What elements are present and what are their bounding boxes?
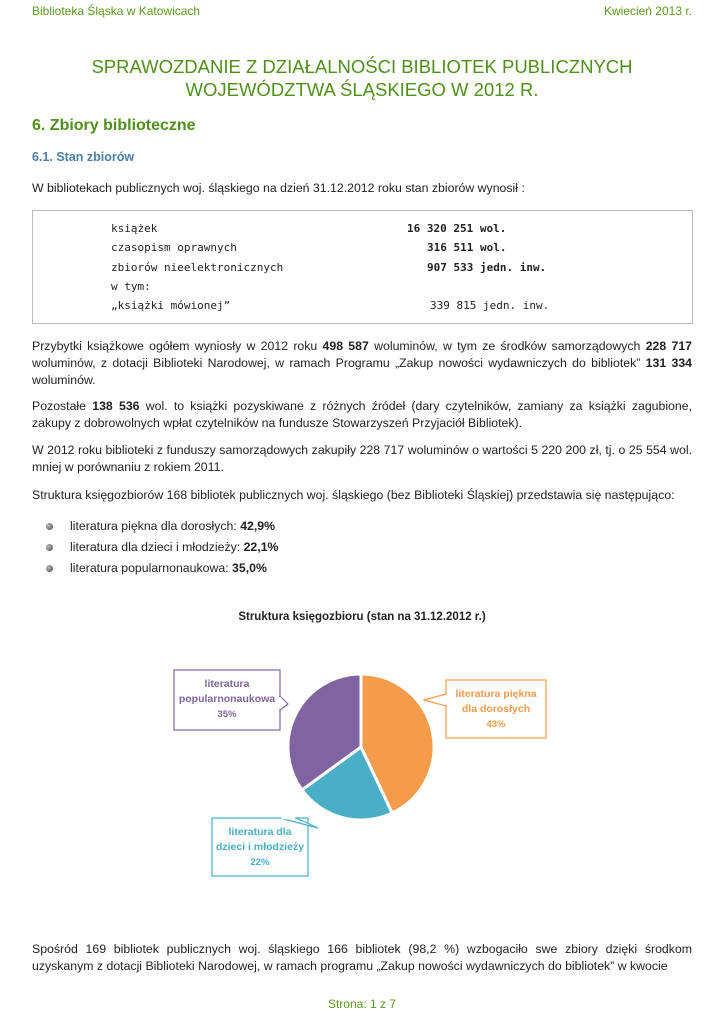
bullet-icon: [46, 565, 53, 572]
pie-slices: [288, 674, 434, 820]
document-title: [40, 55, 684, 101]
stock-label-books: książek: [111, 222, 158, 235]
header-date: Kwiecień 2013 r.: [603, 4, 692, 18]
document-title-line2: WOJEWÓDZTWA ŚLĄSKIEGO W 2012 R.: [185, 79, 539, 100]
stock-value-nonelectronic: 907 533 jedn. inw.: [427, 261, 547, 274]
stock-label-including: w tym:: [111, 280, 151, 293]
structure-list: [46, 516, 278, 579]
pie-category-label: literatura: [204, 678, 250, 690]
pie-category-label: literatura dla: [228, 826, 292, 838]
pie-category-label: dzieci i młodzieży: [215, 841, 305, 853]
stock-value-books: 16 320 251 wol.: [407, 222, 507, 235]
pie-callout: [212, 818, 318, 876]
page-footer: Strona: 1 z 7: [327, 997, 397, 1011]
pie-value-label: 35%: [217, 709, 237, 720]
chart-title: Struktura księgozbioru (stan na 31.12.2012 r.): [238, 611, 486, 623]
pie-category-label: popularnonaukowa: [178, 693, 276, 705]
paragraph-dotation: Spośród 169 bibliotek publicznych woj. śląskiego 166 bibliotek (98,2 %) wzbogaciło swe zbiory dzięki środkom uzyskanym z dotacji Biblioteki Narodowej, w ramach programu „Zakup nowości wydawniczych do bibliotek” w kwocie: [32, 942, 692, 973]
stock-value-periodicals: 316 511 wol.: [427, 241, 507, 254]
pie-chart: [170, 660, 560, 880]
list-item: literatura popularnonaukowa: 35,0%: [46, 558, 278, 579]
pie-callout: [424, 680, 546, 738]
header-library-name: Biblioteka Śląska w Katowicach: [32, 4, 201, 18]
pie-category-label: dla dorosłych: [461, 703, 531, 715]
stock-label-periodicals: czasopism oprawnych: [111, 241, 237, 254]
section-heading: 6. Zbiory biblioteczne: [32, 117, 196, 134]
subsection-heading: 6.1. Stan zbiorów: [32, 150, 135, 164]
stock-label-audiobooks: „książki mówionej”: [111, 299, 231, 312]
bullet-icon: [46, 544, 53, 551]
pie-category-label: literatura piękna: [455, 688, 537, 700]
paragraph-other-sources: Pozostałe 138 536 wol. to książki pozyskiwane z różnych źródeł (dary czytelników, zamiany za książki zagubione, zakupy z dobrowolnych wpłat czytelników na fundusze Stowarzyszeń Przyjaciół Bibliotek).: [32, 399, 692, 430]
pie-value-label: 22%: [250, 857, 270, 868]
stock-label-nonelectronic: zbiorów nieelektronicznych: [111, 261, 284, 274]
list-item: literatura dla dzieci i młodzieży: 22,1%: [46, 537, 278, 558]
pie-callout: [174, 670, 288, 730]
intro-paragraph: W bibliotekach publicznych woj. śląskiego na dzień 31.12.2012 roku stan zbiorów wynosił :: [32, 181, 525, 195]
paragraph-acquisitions: Przybytki książkowe ogółem wyniosły w 2012 roku 498 587 woluminów, w tym ze środków samorządowych 228 717 woluminów, z dotacji Biblioteki Narodowej, w ramach Programu „Zakup nowości wydawniczych do bibliotek” 131 334 woluminów.: [32, 339, 693, 387]
paragraph-purchases: W 2012 roku biblioteki z funduszy samorządowych zakupiły 228 717 woluminów o wartości 5 220 200 zł, tj. o 25 554 wol. mniej w porównaniu z rokiem 2011.: [32, 443, 692, 474]
stock-value-audiobooks: 339 815 jedn. inw.: [430, 299, 550, 312]
pie-value-label: 43%: [486, 719, 506, 730]
paragraph-structure: Struktura księgozbiorów 168 bibliotek publicznych woj. śląskiego (bez Biblioteki Śląskiej) przedstawia się następująco:: [32, 488, 675, 502]
document-title-line1: SPRAWOZDANIE Z DZIAŁALNOŚCI BIBLIOTEK PUBLICZNYCH: [91, 56, 633, 77]
bullet-icon: [46, 523, 53, 530]
list-item: literatura piękna dla dorosłych: 42,9%: [46, 516, 278, 537]
stock-table: [32, 210, 693, 324]
